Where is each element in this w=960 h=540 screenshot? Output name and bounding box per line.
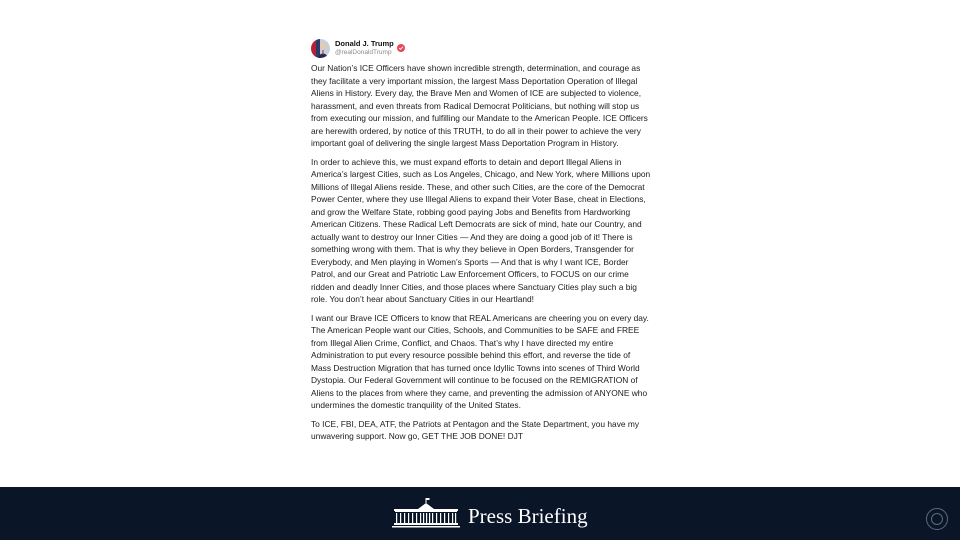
presidential-seal-icon [926, 508, 948, 530]
author-handle[interactable]: @realDonaldTrump [335, 48, 392, 56]
post-paragraph-3: I want our Brave ICE Officers to know that REAL Americans are cheering you on every day. The American People want our Cities, Schools, and Communities to be SAFE and FREE from Illegal Alien Crime, Conflict, and Chaos. That’s why I have directed my entire Administration to put every resource possible behind this effort, and reverse the tide of Mass Destruction Migration that has turned once Idyllic Towns into scenes of Third World Dystopia. Our Federal Government will continue to be focused on the REMIGRATION of Aliens to the places from where they came, and preventing the admission of ANYONE who undermines the domestic tranquility of the United States. [311, 312, 649, 410]
author-info [335, 40, 405, 57]
press-briefing-title: Press Briefing [468, 504, 588, 528]
verified-badge-icon [397, 40, 405, 48]
truth-social-post [311, 38, 651, 449]
post-header [311, 38, 651, 58]
author-name[interactable]: Donald J. Trump [335, 39, 394, 48]
white-house-icon [392, 497, 460, 534]
post-paragraph-4: To ICE, FBI, DEA, ATF, the Patriots at Pentagon and the State Department, you have my unwavering support. Now go, GET THE JOB DONE! DJT [311, 418, 640, 441]
author-avatar[interactable] [311, 39, 330, 58]
post-paragraph-1: Our Nation’s ICE Officers have shown incredible strength, determination, and courage as they facilitate a very important mission, the largest Mass Deportation Operation of Illegal Aliens in History. Every day, the Brave Men and Women of ICE are subjected to violence, harassment, and even threats from Radical Democrat Politicians, but nothing will stop us from executing our mission, and fulfilling our Mandate to the American People. ICE Officers are herewith ordered, by notice of this TRUTH, to do all in their power to achieve the very important goal of delivering the single largest Mass Deportation Program in History. [311, 63, 648, 148]
post-paragraph-2: In order to achieve this, we must expand efforts to detain and deport Illegal Aliens in America’s largest Cities, such as Los Angeles, Chicago, and New York, where Millions upon Millions of Illegal Aliens reside. These, and other such Cities, are the core of the Democrat Power Center, where they use Illegal Aliens to expand their Voter Base, cheat in Elections, and grow the Welfare State, robbing good paying Jobs and Benefits from Hardworking American Citizens. These Radical Left Democrats are sick of mind, hate our Country, and actually want to destroy our Inner Cities — And they are doing a good job of it! There is something wrong with them. That is why they believe in Open Borders, Transgender for Everybody, and Men playing in Women’s Sports — And that is why I want ICE, Border Patrol, and our Great and Patriotic Law Enforcement Officers, to FOCUS on our crime ridden and deadly Inner Cities, and those places where Sanctuary Cities play such a big role. You don’t hear about Sanctuary Cities in our Heartland! [311, 156, 651, 304]
